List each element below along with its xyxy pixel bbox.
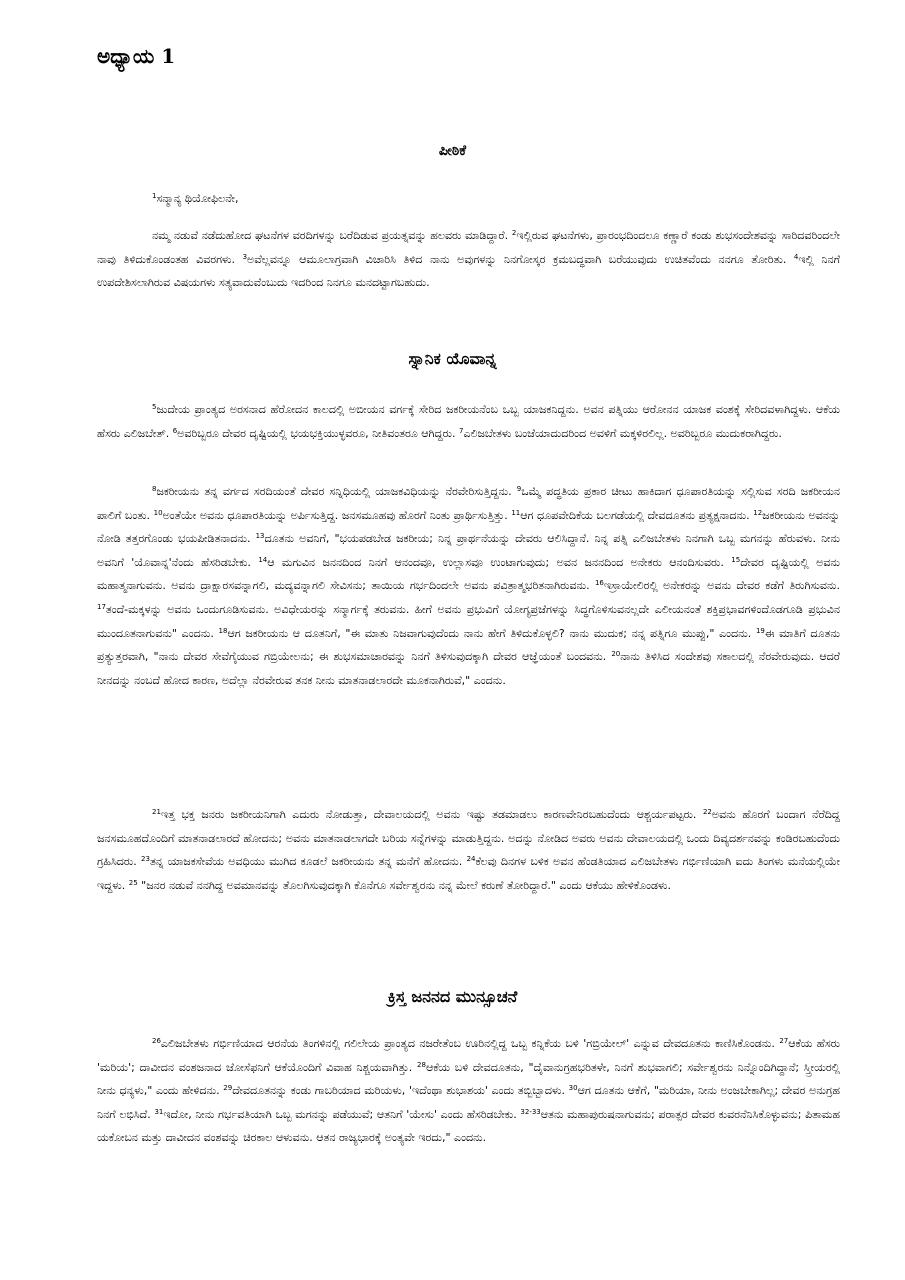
section-heading-annunciation: ಕ್ರಿಸ್ತ ಜನನದ ಮುನ್ಸೂಚನೆ <box>387 987 518 1006</box>
verse-text: ದೇವರ ದೃಷ್ಟಿಯಲ್ಲಿ ಅವನು ಮಹಾತ್ಮನಾಗುವನು. ಅವನು ದ್ರಾಕ್ಷಾರಸವನ್ನಾಗಲಿ, ಮದ್ಯವನ್ನಾಗಲಿ ಸೇವಿಸನು; ತಾಯಿಯ ಗರ್ಭದಿಂದಲೇ ಅವನು ಪವಿತ್ರಾತ್ಮಭರಿತನಾಗಿರುವನು. <box>97 555 841 593</box>
verse-text: ಆಕೆಯ ಬಳಿ ದೇವದೂತನು, "ದೈವಾನುಗ್ರಹಭರಿತಳೇ, ನಿನಗೆ ಶುಭವಾಗಲಿ; ಸರ್ವೇಶ್ವರನು ನಿನ್ನೊಂದಿಗಿದ್ದಾನೆ; ಸ್ತ್ರೀಯರಲ್ಲಿ ನೀನು ಧನ್ಯಳು," ಎಂದು ಹೇಳಿದನು. <box>97 1060 840 1098</box>
verse-number: 19 <box>755 626 765 635</box>
verse-text: ಅವನು ಹೊರಗೆ ಬಂದಾಗ ನೆರೆದಿದ್ದ ಜನಸಮೂಹದೊಂದಿಗೆ ಮಾತನಾಡಲಾರದೆ ಹೋದನು; ಅವನು ಮಾತನಾಡಲಾಗದೇ ಬರಿಯ ಸನ್ನೆಗಳನ್ನು ಮಾಡುತ್ತಿದ್ದನು. ಅದನ್ನು ನೋಡಿದ ಅವರು ಅವನು ದೇವಾಲಯದಲ್ಲಿ ಒಂದು ದಿವ್ಯದರ್ಶನವನ್ನು ಕಂಡಿರಬಹುದೆಂದು ಗ್ರಹಿಸಿದರು. <box>97 808 840 869</box>
verse-text: ಆಕೆಯ ಹೆಸರು 'ಮರಿಯ'; ದಾವೀದನ ವಂಶಜನಾದ ಜೋಸೆಫನಿಗೆ ಆಕೆಯೊಂದಿಗೆ ವಿವಾಹ ನಿಶ್ಚಯವಾಗಿತ್ತು. <box>97 1037 840 1074</box>
verse-number: 9 <box>516 485 522 493</box>
verse-text: ಅವೆಲ್ಲವನ್ನೂ ಆಮೂಲಾಗ್ರವಾಗಿ ವಿಚಾರಿಸಿ ತಿಳಿದ ನಾನು ಅವುಗಳನ್ನು ನಿನಗೋಸ್ಕರ ಕ್ರಮಬದ್ಧವಾಗಿ ಬರೆಯುವುದು ಉಚಿತವೆಂದು ನನಗೂ ತೋರಿತು. <box>247 252 794 266</box>
verse-number: 14 <box>258 555 268 564</box>
verse-text: ಅವರಿಬ್ಬರೂ ದೇವರ ದೃಷ್ಟಿಯಲ್ಲಿ ಭಯಭಕ್ತಿಯುಳ್ಳವರೂ, ನೀತಿವಂತರೂ ಆಗಿದ್ದರು. <box>177 426 459 440</box>
verse-text: ಇಲ್ಲಿರುವ ಘಟನೆಗಳು, ಪ್ರಾರಂಭದಿಂದಲೂ ಕಣ್ಣಾರೆ ಕಂಡು ಶುಭಸಂದೇಶವನ್ನು ಸಾರಿದವರಿಂದಲೇ ನಾವು ತಿಳಿದುಕೊಂಡಂತಹ ವಿವರಗಳು. <box>97 229 840 266</box>
paragraph <box>97 187 840 211</box>
verse-text: ಆ ಮಗುವಿನ ಜನನದಿಂದ ನಿನಗೆ ಆನಂದವೂ, ಉಲ್ಲಾಸವೂ ಉಂಟಾಗುವುದು; ಅವನ ಜನನದಿಂದ ಅನೇಕರು ಆನಂದಿಸುವರು. <box>267 555 732 569</box>
verse-number: 5 <box>152 403 157 411</box>
section-heading-john-baptist: ಸ್ನಾನಿಕ ಯೊವಾನ್ನ <box>408 349 497 368</box>
verse-text: "ಜನರ ನಡುವೆ ನನಗಿದ್ದ ಅವಮಾನವನ್ನು ತೊಲಗಿಸುವುದಕ್ಕಾಗಿ ಕೊನೆಗೂ ಸರ್ವೇಶ್ವರನು ನನ್ನ ಮೇಲೆ ಕರುಣೆ ತೋರಿದ್ದಾರೆ." ಎಂದು ಆಕೆಯು ಹೇಳಿಕೊಂಡಳು. <box>137 878 672 892</box>
verse-number: 22 <box>702 808 712 816</box>
verse-text: ಇಲ್ಲಿ ನಿನಗೆ ಉಪದೇಶಿಸಲಾಗಿರುವ ವಿಷಯಗಳು ಸತ್ಯವಾದುವೆಂಬುದು ಇದರಿಂದ ನಿನಗೂ ಮನದಟ್ಟಾಗಬಹುದು. <box>97 252 840 290</box>
verse-number: 12 <box>753 508 763 517</box>
verse-text: ದೂತನು ಅವನಿಗೆ, "ಭಯಪಡಬೇಡ ಜಕರೀಯ; ನಿನ್ನ ಪ್ರಾರ್ಥನೆಯನ್ನು ದೇವರು ಆಲಿಸಿದ್ದಾನೆ. ನಿನ್ನ ಪತ್ನಿ ಎಲಿಜಬೇತಳು ನಿನಗಾಗಿ ಒಬ್ಬ ಮಗನನ್ನು ಹೆರುವಳು. ನೀನು ಅವನಿಗೆ 'ಯೊವಾನ್ನ'ನೆಂದು ಹೆಸರಿಡಬೇಕು. <box>97 532 841 569</box>
verse-number: 27 <box>779 1037 789 1045</box>
verse-text: ಜಕರೀಯನು ತನ್ನ ವರ್ಗದ ಸರದಿಯಂತೆ ದೇವರ ಸನ್ನಿಧಿಯಲ್ಲಿ ಯಾಜಕವಿಧಿಯನ್ನು ನೆರವೇರಿಸುತ್ತಿದ್ದನು. <box>156 485 517 498</box>
paragraph <box>97 803 840 897</box>
verse-text: ತನ್ನ ಯಾಜಕಸೇವೆಯ ಅವಧಿಯು ಮುಗಿದ ಕೂಡಲೆ ಜಕರೀಯನು ತನ್ನ ಮನೆಗೆ ಹೋದನು. <box>149 855 467 869</box>
verse-number: 24 <box>466 855 476 864</box>
verse-text: ಇಸ್ರಾಯೇಲಿರಲ್ಲಿ ಅನೇಕರನ್ನು ಅವನು ದೇವರ ಕಡೆಗೆ ತಿರುಗಿಸುವನು. <box>603 579 841 593</box>
verse-number: 16 <box>594 579 604 588</box>
verse-number: 20 <box>611 650 621 659</box>
verse-text: ಸನ್ಮಾನ್ಯ ಥಿಯೋಫಿಲನೇ, <box>156 192 239 205</box>
verse-text: ತಂದೆ-ಮಕ್ಕಳನ್ನು ಅವನು ಒಂದುಗೂಡಿಸುವನು. ಅವಿಧೇಯರನ್ನು ಸನ್ಮಾರ್ಗಕ್ಕೆ ತರುವನು. ಹೀಗೆ ಅವನು ಪ್ರಭುವಿಗೆ ಯೋಗ್ಯಪ್ರಜೆಗಳನ್ನು ಸಿದ್ಧಗೊಳಿಸುವನಲ್ಲದೇ ಎಲೀಯನಂತೆ ಶಕ್ತಿಪ್ರಭಾವಗಳಿಂದೊಡಗೂಡಿ ಪ್ರಭುವಿನ ಮುಂದೂತನಾಗುವನು" ಎಂದನು. <box>97 602 840 640</box>
verse-number: 2 <box>511 229 517 237</box>
verse-number: 1 <box>152 192 157 200</box>
verse-text: ಎಲಿಜಬೇತಳು ಗರ್ಭಿಣಿಯಾದ ಆರನೆಯ ತಿಂಗಳಿನಲ್ಲಿ ಗಲಿಲೇಯ ಪ್ರಾಂತ್ಯದ ನಜರೇತೆಂಬ ಊರಿನಲ್ಲಿದ್ದ ಒಬ್ಬ ಕನ್ನಿಕೆಯ ಬಳಿ 'ಗಬ್ರಿಯೇಲ್' ಎನ್ನುವ ದೇವದೂತನು ಕಾಣಿಸಿಕೊಂಡನು. <box>160 1037 780 1050</box>
verse-text: ಅಂತೆಯೇ ಅವನು ಧೂಪಾರತಿಯನ್ನು ಅರ್ಪಿಸುತ್ತಿದ್ದ. ಜನಸಮೂಹವು ಹೊರಗೆ ನಿಂತು ಪ್ರಾರ್ಥಿಸುತ್ತಿತ್ತು. <box>162 508 512 522</box>
verse-number: 28 <box>417 1060 426 1069</box>
verse-text: ಆತನು ಮಹಾಪುರುಷನಾಗುವನು; ಪರಾತ್ಪರ ದೇವರ ಕುವರನೆನಿಸಿಕೊಳ್ಳುವನು; ಪಿತಾಮಹ ಯಕೋಬನ ಮತ್ತು ದಾವೀದನ ವಂಶವನ್ನು ಚಿರಕಾಲ ಆಳುವನು. ಆತನ ರಾಜ್ಯಭಾರಕ್ಕೆ ಅಂತ್ಯವೇ ಇರದು," ಎಂದನು. <box>97 1107 840 1145</box>
paragraph <box>97 224 840 295</box>
verse-text: ಈ ಮಾತಿಗೆ ದೂತನು ಪ್ರತ್ಯುತ್ತರವಾಗಿ, "ನಾನು ದೇವರ ಸೇವೆಗೈಯುವ ಗಬ್ರಿಯೇಲನು; ಈ ಶುಭಸಮಾಚಾರವನ್ನು ನಿನಗೆ ತಿಳಿಸುವುದಕ್ಕಾಗಿ ದೇವರ ಆಜ್ಞೆಯಂತೆ ಬಂದವನು. <box>97 626 840 664</box>
verse-number: 25 <box>128 878 138 887</box>
verse-number: 30 <box>568 1084 578 1093</box>
verse-number: 13 <box>255 532 265 541</box>
section-heading-preface: ಪೀಠಿಕೆ <box>438 143 467 159</box>
paragraph <box>97 398 840 445</box>
verse-text: ಆಗ ಧೂಪವೇದಿಕೆಯ ಬಲಗಡೆಯಲ್ಲಿ ದೇವದೂತನು ಪ್ರತ್ಯಕ್ಷನಾದನು. <box>520 508 754 522</box>
verse-number: 6 <box>172 426 178 435</box>
verse-number: 17 <box>97 602 106 611</box>
verse-text: ಆಗ ದೂತನು ಆಕೆಗೆ, "ಮರಿಯಾ, ನೀನು ಅಂಜಬೇಕಾಗಿಲ್ಲ; ದೇವರ ಅನುಗ್ರಹ ನಿನಗೆ ಲಭಿಸಿದೆ. <box>97 1084 840 1121</box>
verse-text: ಇದೋ, ನೀನು ಗರ್ಭವತಿಯಾಗಿ ಒಬ್ಬ ಮಗನನ್ನು ಪಡೆಯುವೆ; ಆತನಿಗೆ 'ಯೇಸು' ಎಂದು ಹೆಸರಿಡಬೇಕು. <box>163 1107 521 1121</box>
verse-text: ಇತ್ತ ಭಕ್ತ ಜನರು ಜಕರೀಯನಿಗಾಗಿ ಎದುರು ನೋಡುತ್ತಾ, ದೇವಾಲಯದಲ್ಲಿ ಅವನು ಇಷ್ಟು ತಡಮಾಡಲು ಕಾರಣವೇನಿರಬಹುದೆಂದು ಆಶ್ಚರ್ಯಪಟ್ಟರು. <box>160 808 703 821</box>
verse-number: 23 <box>141 855 150 864</box>
verse-number: 8 <box>152 485 157 493</box>
verse-text: ಜುದೇಯ ಪ್ರಾಂತ್ಯದ ಅರಸನಾದ ಹೆರೋದನ ಕಾಲದಲ್ಲಿ ಅಬೀಯನ ವರ್ಗಕ್ಕೆ ಸೇರಿದ ಜಕರೀಯನೆಂಬ ಒಬ್ಬ ಯಾಜಕನಿದ್ದನು. ಅವನ ಪತ್ನಿಯು ಆರೋನನ ಯಾಜಕ ವಂಶಕ್ಕೆ ಸೇರಿದವಳಾಗಿದ್ದಳು. ಆಕೆಯ ಹೆಸರು ಎಲಿಜಬೇತ್. <box>97 403 840 440</box>
verse-number: 7 <box>459 426 464 435</box>
verse-text: ಜಕರೀಯನು ಅವನನ್ನು ನೋಡಿ ತತ್ತರಗೊಂಡು ಭಯಪೀಡಿತನಾದನು. <box>97 508 840 546</box>
verse-number: 4 <box>793 252 799 261</box>
verse-text: ಕೆಲವು ದಿನಗಳ ಬಳಿಕ ಅವನ ಹೆಂಡತಿಯಾದ ಎಲಿಜಬೇತಳು ಗರ್ಭಿಣಿಯಾಗಿ ಐದು ತಿಂಗಳು ಮನೆಯಲ್ಲಿಯೇ ಇದ್ದಳು. <box>97 855 841 892</box>
verse-text: ನಮ್ಮ ನಡುವೆ ನಡೆದುಹೋದ ಘಟನೆಗಳ ವರದಿಗಳನ್ನು ಬರೆದಿಡುವ ಪ್ರಯತ್ನವನ್ನು ಹಲವರು ಮಾಡಿದ್ದಾರೆ. <box>152 229 512 242</box>
verse-number: 18 <box>218 626 228 635</box>
chapter-title: ಅಧ್ಯಾಯ 1 <box>97 44 176 68</box>
verse-number: 11 <box>511 508 521 517</box>
verse-number: 32-33 <box>520 1107 541 1116</box>
verse-text: ದೇವದೂತನನ್ನು ಕಂಡು ಗಾಬರಿಯಾದ ಮರಿಯಳು, 'ಇದೆಂಥಾ ಶುಭಾಶಯ' ಎಂದು ತಬ್ಬಿಬ್ಬಾದಳು. <box>232 1084 569 1098</box>
verse-number: 26 <box>152 1037 161 1045</box>
verse-number: 31 <box>154 1107 164 1116</box>
paragraph <box>97 1032 840 1150</box>
verse-number: 21 <box>152 808 161 816</box>
verse-number: 15 <box>731 555 741 564</box>
verse-text: ಎಲಿಜಬೇತಳು ಬಂಜೆಯಾದುದರಿಂದ ಅವಳಿಗೆ ಮಕ್ಕಳಿರಲಿಲ್ಲ. ಅವರಿಬ್ಬರೂ ಮುದುಕರಾಗಿದ್ದರು. <box>463 426 782 440</box>
verse-text: ನಾನು ತಿಳಿಸಿದ ಸಂದೇಶವು ಸಕಾಲದಲ್ಲಿ ನೆರವೇರುವುದು. ಆದರೆ ನೀನದನ್ನು ನಂಬದೆ ಹೋದ ಕಾರಣ, ಅದೆಲ್ಲಾ ನೆರವೇರುವ ತನಕ ನೀನು ಮಾತನಾಡಲಾರದೇ ಮೂಕನಾಗಿರುವೆ," ಎಂದನು. <box>97 650 840 687</box>
paragraph <box>97 480 840 692</box>
verse-text: ಆಗ ಜಕರೀಯನು ಆ ದೂತನಿಗೆ, "ಈ ಮಾತು ನಿಜವಾಗುವುದೆಂದು ನಾನು ಹೇಗೆ ತಿಳಿದುಕೊಳ್ಳಲಿ? ನಾನು ಮುದುಕ; ನನ್ನ ಪತ್ನಿಗೂ ಮುಪ್ಪು," ಎಂದನು. <box>227 626 756 640</box>
verse-number: 3 <box>242 252 248 261</box>
verse-text: ಒಮ್ಮೆ ಪದ್ಧತಿಯ ಪ್ರಕಾರ ಚೀಟು ಹಾಕಿದಾಗ ಧೂಪಾರತಿಯನ್ನು ಸಲ್ಲಿಸುವ ಸರದಿ ಜಕರೀಯನ ಪಾಲಿಗೆ ಬಂತು. <box>97 485 840 522</box>
verse-number: 29 <box>223 1084 233 1093</box>
verse-number: 10 <box>153 508 163 517</box>
